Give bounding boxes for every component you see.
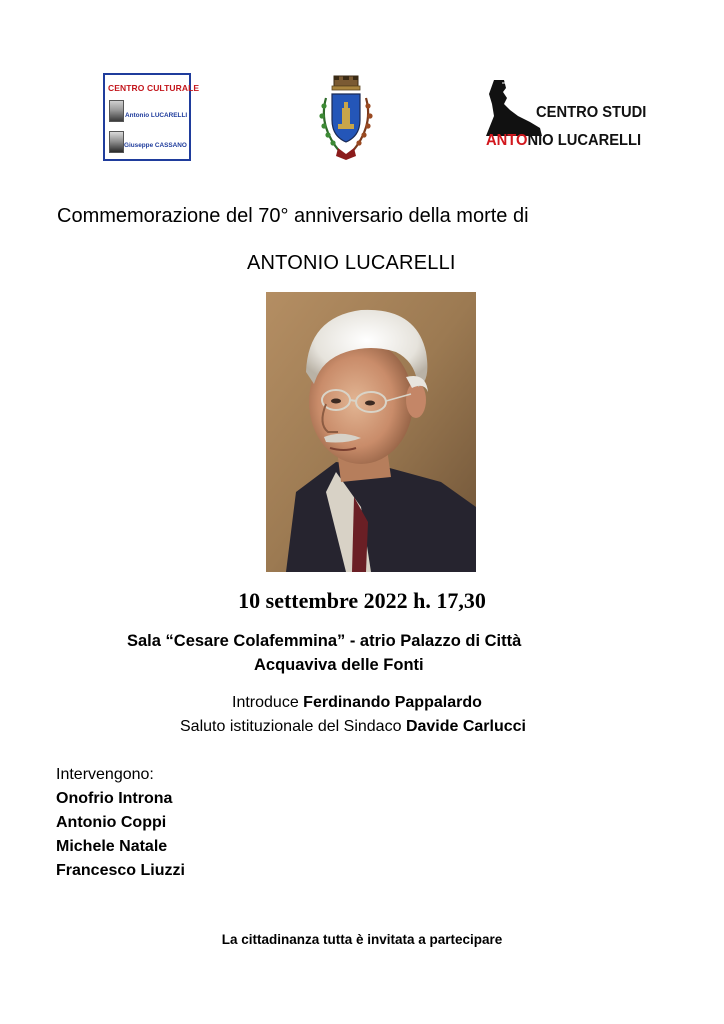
speaker-name: Francesco Liuzzi	[56, 862, 185, 879]
centro-studi-line-1: CENTRO STUDI	[536, 104, 647, 121]
speaker-name: Onofrio Introna	[56, 790, 173, 807]
speaker-name: Michele Natale	[56, 838, 168, 855]
centro-culturale-title: CENTRO CULTURALE	[108, 83, 200, 93]
introduction-line	[232, 694, 482, 712]
centro-culturale-logo	[103, 73, 200, 161]
event-venue: Sala “Cesare Colafemmina” - atrio Palazzo di Città	[127, 632, 522, 650]
introduction-speaker: Ferdinando Pappalardo	[303, 694, 482, 711]
centro-culturale-person-2: Giuseppe CASSANO	[124, 142, 187, 149]
portrait-painting	[266, 292, 476, 572]
introduction-label: Introduce	[232, 694, 299, 711]
lucarelli-thumbnail-photo	[109, 100, 124, 122]
cassano-thumbnail-photo	[109, 131, 124, 153]
greeting-line	[180, 718, 526, 736]
event-city: Acquaviva delle Fonti	[254, 656, 424, 674]
centro-culturale-person-1: Antonio LUCARELLI	[125, 112, 188, 119]
lucarelli-silhouette-icon	[484, 80, 544, 136]
centro-studi-line-2	[486, 132, 641, 150]
public-invitation: La cittadinanza tutta è invitata a partecipare	[221, 932, 503, 947]
event-date-time: 10 settembre 2022 h. 17,30	[238, 588, 486, 613]
mayor-name: Davide Carlucci	[405, 718, 526, 735]
portrait-image	[266, 292, 476, 572]
speaker-name: Antonio Coppi	[56, 814, 167, 831]
greeting-label: Saluto istituzionale del Sindaco	[180, 718, 402, 735]
coat-of-arms-logo	[316, 74, 376, 162]
centro-studi-line-2-red: ANTO	[486, 132, 528, 149]
commemoration-headline: Commemorazione del 70° anniversario della morte di	[57, 205, 529, 227]
speakers-heading: Intervengono:	[56, 766, 154, 783]
coat-of-arms-icon	[316, 74, 376, 162]
centro-studi-logo	[484, 80, 654, 156]
centro-studi-line-2-dark: NIO LUCARELLI	[527, 132, 642, 149]
honoree-name: ANTONIO LUCARELLI	[247, 252, 456, 274]
